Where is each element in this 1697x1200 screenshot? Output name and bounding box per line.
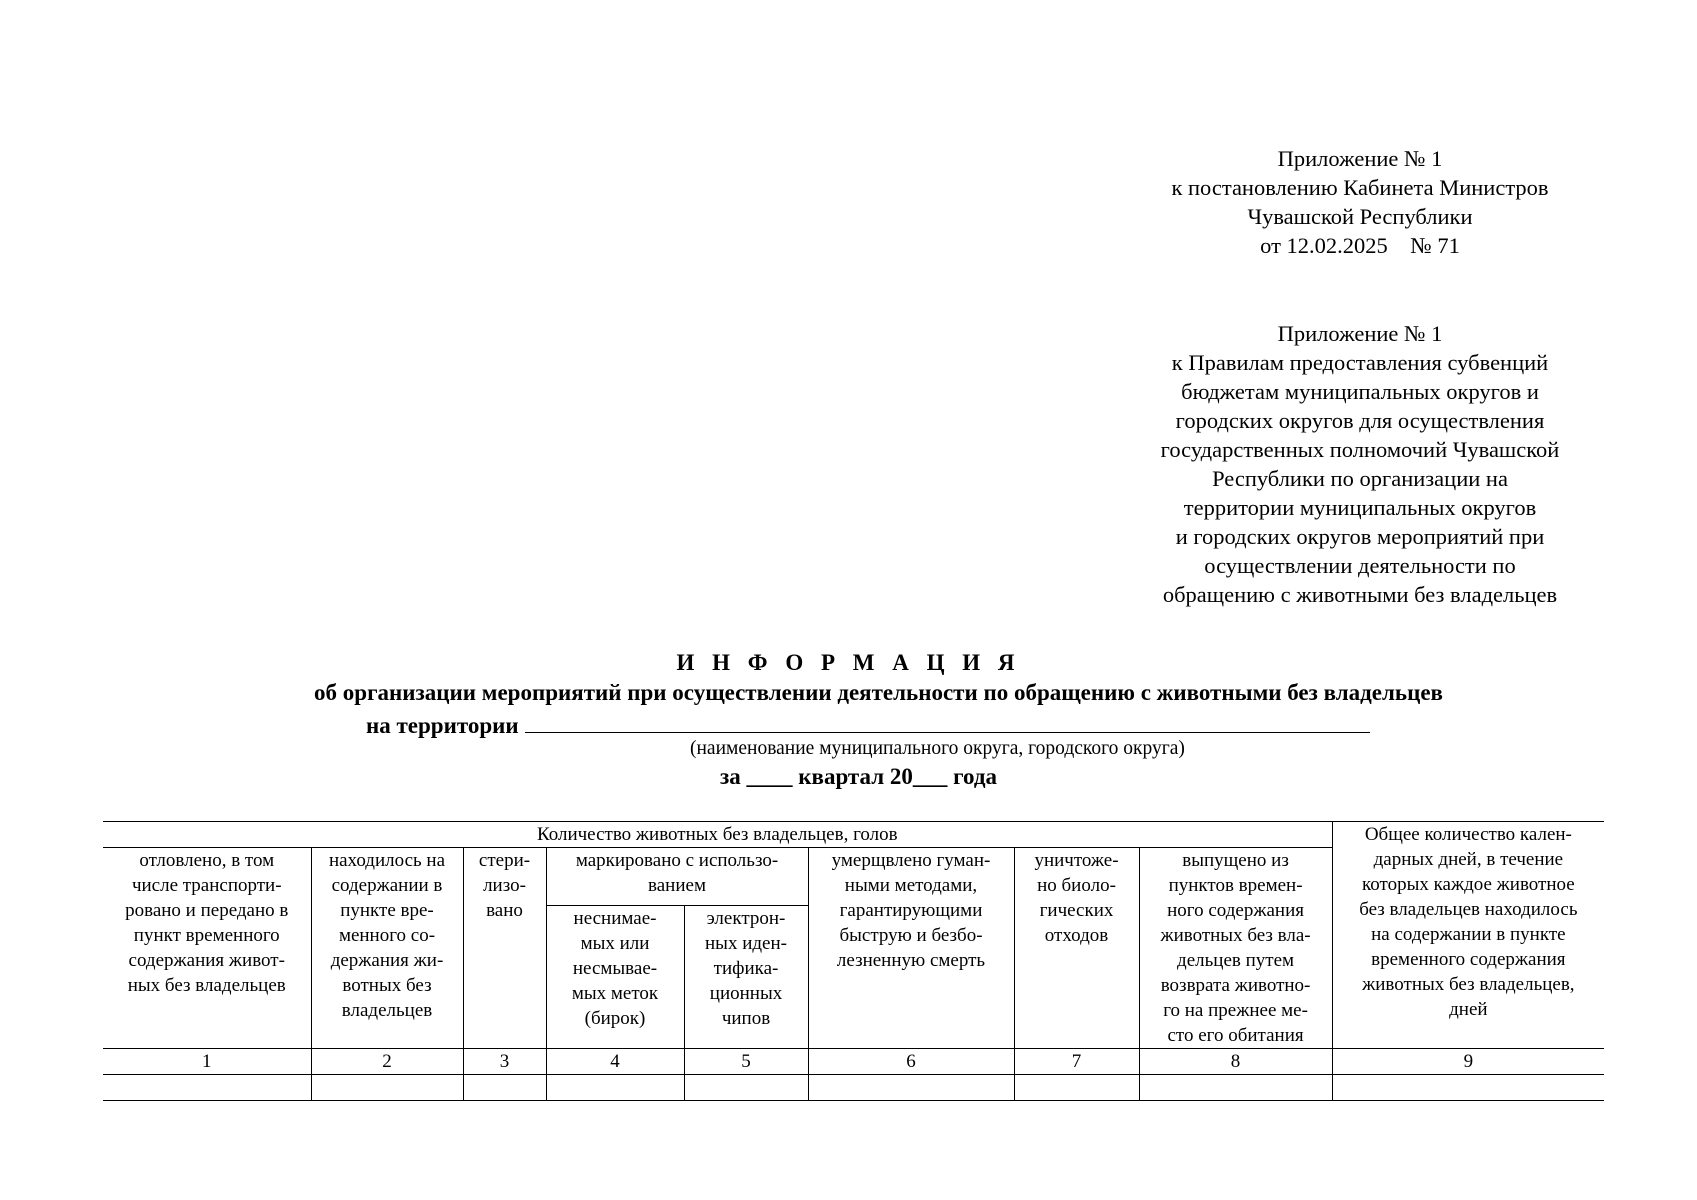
annex-rules-line: к Правилам предоставления субвенций <box>1171 350 1549 375</box>
document-title: И Н Ф О Р М А Ц И Я <box>676 650 1021 675</box>
group-header: Количество животных без владельцев, голов <box>537 824 898 845</box>
territory-blank-field <box>525 708 1370 733</box>
header-col-5: электрон- ных иден- тифика- ционных чипов <box>684 905 808 1048</box>
annex-rules-line: и городских округов мероприятий при <box>1175 524 1545 549</box>
data-cell <box>1014 1075 1139 1101</box>
header-col-2: находилось на содержании в пункте вре- менного со- держания жи- вотных без владельцев <box>311 848 463 1049</box>
data-cell <box>1332 1075 1604 1101</box>
annex-rules-line: территории муниципальных округов <box>1183 495 1537 520</box>
header-col-9: Общее количество кален- дарных дней, в течение которых каждое животное без владельцев находилось на содержании в пункте временного содержания животных без владельцев, дней <box>1332 822 1604 1049</box>
annex-rules-line: обращению с животными без владельцев <box>1162 582 1558 607</box>
data-row <box>103 1075 1604 1101</box>
annex-rules-line: Приложение № 1 <box>1277 321 1443 346</box>
territory-caption: (наименование муниципального округа, городского округа) <box>690 738 1185 759</box>
annex-rules-line: городских округов для осуществления <box>1175 408 1545 433</box>
column-number: 5 <box>684 1049 808 1075</box>
column-number: 3 <box>463 1049 546 1075</box>
column-number: 6 <box>808 1049 1014 1075</box>
column-number: 2 <box>311 1049 463 1075</box>
territory-label: на территории <box>366 713 519 738</box>
period-line: за ____ квартал 20___ года <box>720 764 997 789</box>
header-col-1: отловлено, в том числе транспорти- ровано и передано в пункт временного содержания живот- ных без владельцев <box>103 848 311 1049</box>
annex-resolution-line: к постановлению Кабинета Министров <box>1171 175 1549 200</box>
annex-resolution-line: от 12.02.2025 № 71 <box>1260 233 1460 258</box>
column-number: 9 <box>1332 1049 1604 1075</box>
column-number-row <box>103 1049 1604 1075</box>
header-marked-group: маркировано с использо- ванием <box>546 848 808 906</box>
column-number: 8 <box>1139 1049 1332 1075</box>
annex-resolution-line: Чувашской Республики <box>1247 204 1473 229</box>
document-subtitle: об организации мероприятий при осуществлении деятельности по обращению с животными без владельцев <box>314 680 1443 705</box>
header-col-3: стери- лизо- вано <box>463 848 546 1049</box>
header-col-8: выпущено из пунктов времен- ного содержания животных без вла- дельцев путем возврата животно- го на прежнее ме- сто его обитания <box>1139 848 1332 1049</box>
data-cell <box>1139 1075 1332 1101</box>
annex-rules-line: осуществлении деятельности по <box>1204 553 1516 578</box>
data-cell <box>311 1075 463 1101</box>
data-cell <box>684 1075 808 1101</box>
column-number: 7 <box>1014 1049 1139 1075</box>
header-col-7: уничтоже- но биоло- гических отходов <box>1014 848 1139 1049</box>
column-number: 1 <box>103 1049 311 1075</box>
data-cell <box>103 1075 311 1101</box>
data-cell <box>546 1075 684 1101</box>
report-table <box>103 821 1604 1101</box>
annex-rules-line: бюджетам муниципальных округов и <box>1181 379 1539 404</box>
column-number: 4 <box>546 1049 684 1075</box>
annex-rules-line: Республики по организации на <box>1212 466 1508 491</box>
annex-resolution-line: Приложение № 1 <box>1277 146 1443 171</box>
header-col-4: неснимае- мых или несмывае- мых меток (бирок) <box>546 905 684 1048</box>
header-col-6: умерщвлено гуман- ными методами, гарантирующими быструю и безбо- лезненную смерть <box>808 848 1014 1049</box>
data-cell <box>808 1075 1014 1101</box>
data-cell <box>463 1075 546 1101</box>
annex-resolution-block <box>1100 144 1620 260</box>
annex-rules-block <box>1100 319 1620 609</box>
annex-rules-line: государственных полномочий Чувашской <box>1160 437 1560 462</box>
group-header-cell <box>103 822 1332 848</box>
